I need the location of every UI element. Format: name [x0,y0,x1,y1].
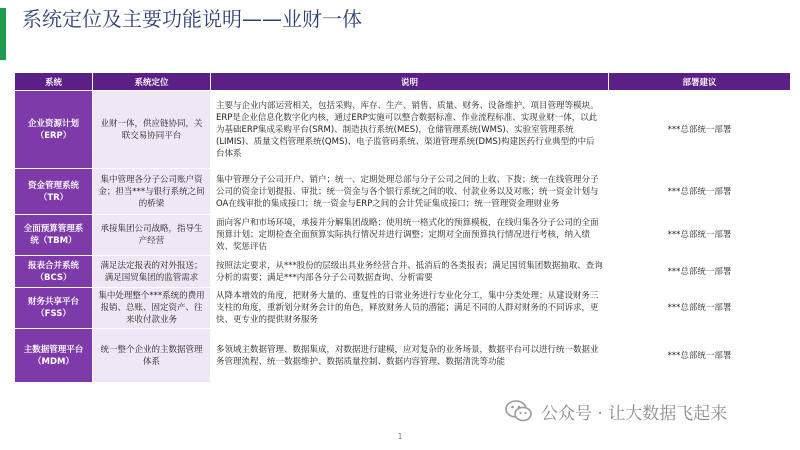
table-row [15,329,791,383]
table-header-row [15,73,791,91]
system-name: 报表合并系统（BCS） [15,256,93,288]
system-description: 主要与企业内部运营相关，包括采购、库存、生产、销售、质量、财务、设备维护、项目管理等模块。ERP是企业信息化数字化内核，通过ERP实施可以整合数据标准、作业流程标准、实现业财一体，以此为基础ERP集成采购平台(SRM)、制造执行系统(MES)，仓储管理系统(WMS)、实验室管理系统(LIMIS)、质量文档管理系统(QMS)、电子监管码系统、渠道管理系统(DMS)构建医药行业典型的中后台体系 [211,91,609,169]
system-description: 多领域主数据管理、数据集成，对数据进行建模，应对复杂的业务场景，数据平台可以进行统一数据业务管理流程、统一数据维护、数据质量控制、数据内容管理、数据清洗等功能 [211,329,609,383]
system-description: 按照法定要求，从***股份的层级出具业务经营合并、抵消后的各类报表；满足国贸集团数据抽取、查询分析的需要；满足***内部各分子公司数据查询、分析需要 [211,256,609,288]
system-description: 从降本增效的角度，把财务大量的、重复性的日常业务进行专业化分工，集中分类处理；从建设财务三支柱的角度，重新划分财务会计的角色，释放财务人员的潜能；满足不同的人群对财务的不同诉求，更快、更专业的提供财务服务 [211,288,609,329]
deploy-suggestion: ***总部统一部署 [609,288,791,329]
system-position: 业财一体，供应链协同，关联交易协同平台 [93,91,211,169]
page-title: 系统定位及主要功能说明——业财一体 [22,7,362,31]
system-description: 面向客户和市场环境，承接并分解集团战略；使用统一格式化的预算模板，在线归集各分子公司的全面预算计划；定期检查全面预算实际执行情况并进行调整；定期对全面预算执行情况进行考核，纳入绩效、奖惩评估 [211,215,609,256]
header-system: 系统 [15,73,93,91]
system-name: 财务共享平台（FSS） [15,288,93,329]
system-position: 集中管理各分子公司账户资金；担当***与银行系统之间的桥梁 [93,169,211,215]
system-name: 资金管理系统（TR） [15,169,93,215]
deploy-suggestion: ***总部统一部署 [609,329,791,383]
header-description: 说明 [211,73,609,91]
header-deploy: 部署建议 [609,73,791,91]
header-position: 系统定位 [93,73,211,91]
system-position: 统一整个企业的主数据管理体系 [93,329,211,383]
watermark-text: 公众号 · 让大数据飞起来 [541,403,728,424]
system-name: 企业资源计划（ERP） [15,91,93,169]
system-position: 集中处理整个***系统的费用报销、总账、固定资产、往来收付款业务 [93,288,211,329]
wechat-logo-icon [505,399,533,423]
title-accent-bar [0,8,6,60]
table-row [15,169,791,215]
system-table [14,72,791,383]
table-row [15,288,791,329]
deploy-suggestion: ***总部统一部署 [609,169,791,215]
table-row [15,256,791,288]
table-row [15,215,791,256]
deploy-suggestion: ***总部统一部署 [609,215,791,256]
deploy-suggestion: ***总部统一部署 [609,91,791,169]
system-name: 全面预算管理系统（TBM） [15,215,93,256]
system-position: 满足法定报表的对外报送；满足国贸集团的监管需求 [93,256,211,288]
page-number: 1 [397,432,403,441]
system-position: 承接集团公司战略，指导生产经营 [93,215,211,256]
deploy-suggestion: ***总部统一部署 [609,256,791,288]
system-name: 主数据管理平台（MDM） [15,329,93,383]
table-row [15,91,791,169]
wechat-watermark [505,398,727,424]
system-description: 集中管理分子公司开户、销户；统一、定期处理总部与分子公司之间的上收、下拨；统一在线管理分子公司的资金计划提报、审批；统一资金与各个银行系统之间的收、付款业务以及对账；统一资金计划与OA在线审批的集成接口；统一资金与ERP之间的会计凭证集成接口；统一管理资金理财业务 [211,169,609,215]
